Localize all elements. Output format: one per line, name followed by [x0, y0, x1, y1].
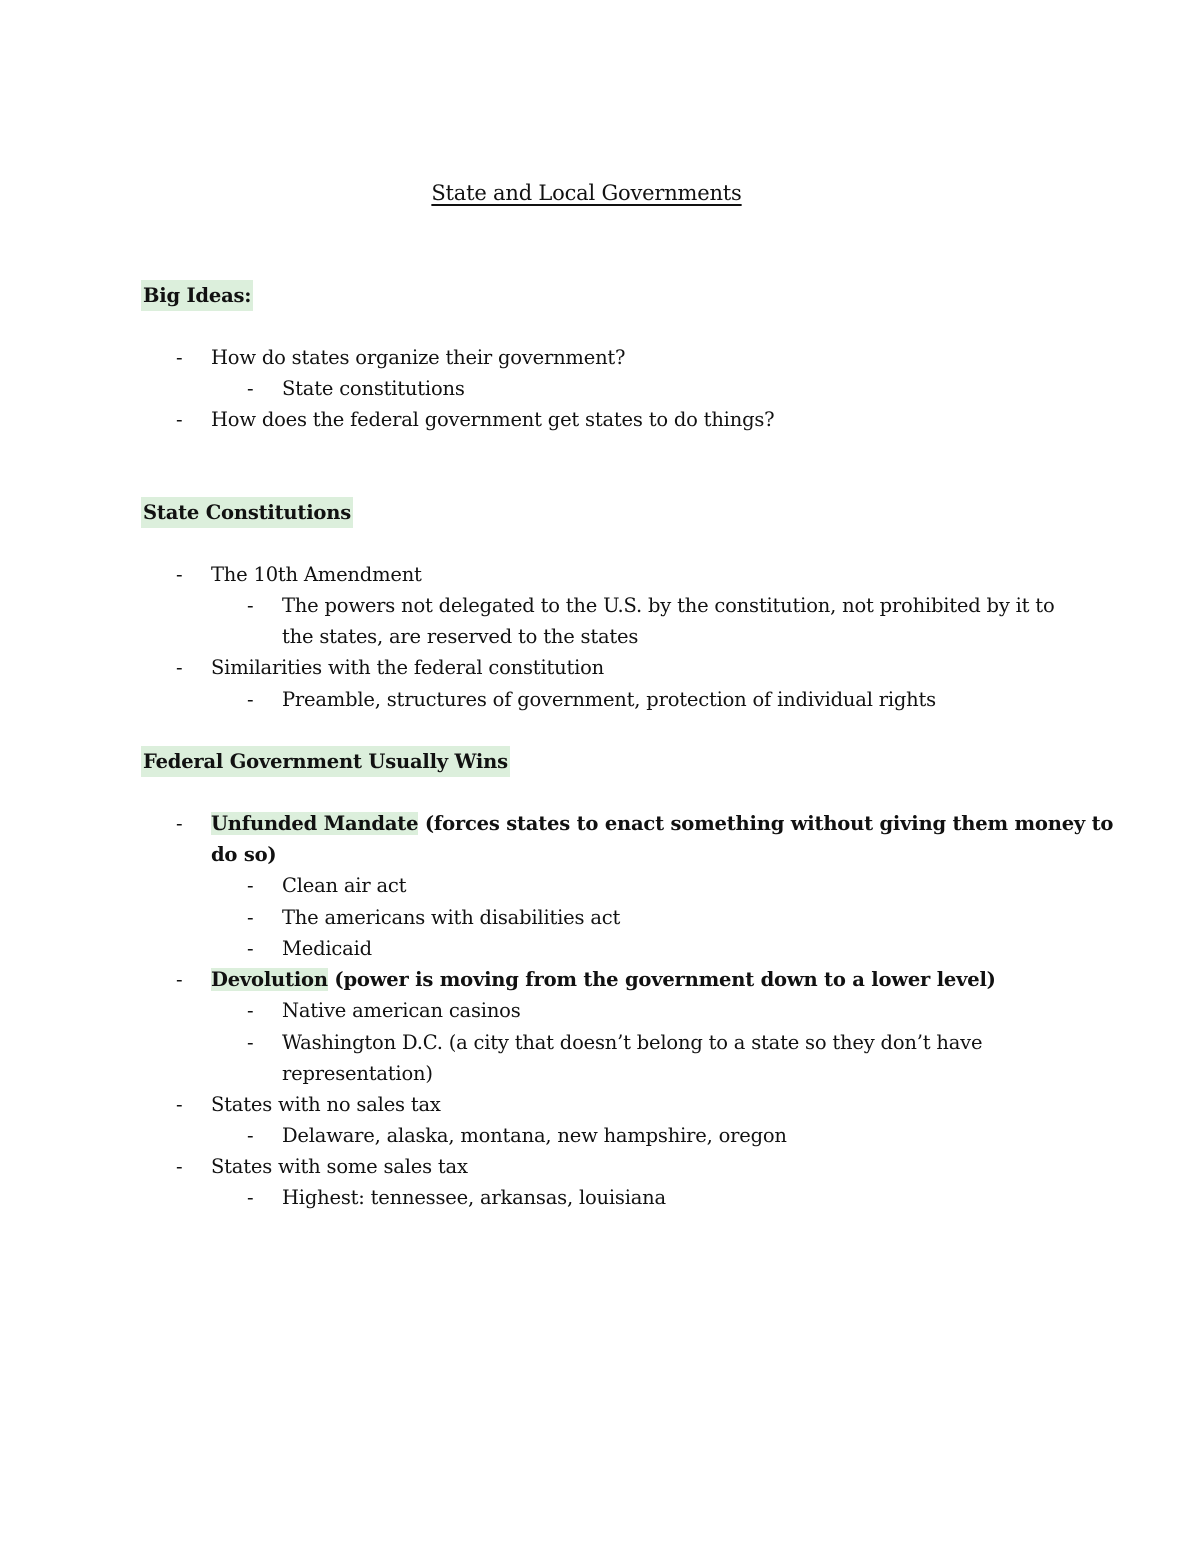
section-heading-federal-wins: Federal Government Usually Wins — [141, 746, 510, 777]
bullet-dash: - — [247, 1031, 254, 1054]
list-item-devolution — [211, 964, 996, 995]
list-item-unfunded-mandate — [211, 808, 1113, 839]
sub-list-item: Delaware, alaska, montana, new hampshire, oregon — [282, 1124, 787, 1147]
list-item: States with some sales tax — [211, 1155, 468, 1178]
list-item: Similarities with the federal constitution — [211, 656, 605, 679]
sub-list-item: Clean air act — [282, 874, 407, 897]
bullet-dash: - — [247, 906, 254, 929]
list-item: How do states organize their government? — [211, 346, 626, 369]
term-definition: (power is moving from the government down to a lower level) — [327, 968, 996, 991]
bullet-dash: - — [247, 874, 254, 897]
list-item: How does the federal government get states to do things? — [211, 408, 775, 431]
bullet-dash: - — [176, 346, 183, 369]
list-item: States with no sales tax — [211, 1093, 441, 1116]
page-title: State and Local Governments — [431, 181, 742, 205]
bullet-dash: - — [247, 377, 254, 400]
sub-list-item: Medicaid — [282, 937, 372, 960]
section-heading-state-constitutions: State Constitutions — [141, 497, 353, 528]
sub-list-item: Native american casinos — [282, 999, 521, 1022]
bullet-dash: - — [247, 937, 254, 960]
sub-list-item: State constitutions — [282, 377, 465, 400]
bullet-dash: - — [247, 594, 254, 617]
sub-list-item-continuation: representation) — [282, 1062, 433, 1085]
term-definition: (forces states to enact something without giving them money to — [418, 812, 1114, 835]
list-item-continuation: do so) — [211, 843, 277, 866]
bullet-dash: - — [176, 408, 183, 431]
sub-list-item: Washington D.C. (a city that doesn’t belong to a state so they don’t have — [282, 1031, 983, 1054]
bullet-dash: - — [247, 999, 254, 1022]
sub-list-item-continuation: the states, are reserved to the states — [282, 625, 639, 648]
sub-list-item: Preamble, structures of government, protection of individual rights — [282, 688, 936, 711]
bullet-dash: - — [176, 968, 183, 991]
bullet-dash: - — [176, 812, 183, 835]
bullet-dash: - — [247, 1124, 254, 1147]
bullet-dash: - — [247, 688, 254, 711]
bullet-dash: - — [176, 563, 183, 586]
sub-list-item: The powers not delegated to the U.S. by the constitution, not prohibited by it to — [282, 594, 1055, 617]
term-highlight: Unfunded Mandate — [211, 812, 419, 835]
sub-list-item: Highest: tennessee, arkansas, louisiana — [282, 1186, 666, 1209]
list-item: The 10th Amendment — [211, 563, 422, 586]
sub-list-item: The americans with disabilities act — [282, 906, 621, 929]
bullet-dash: - — [176, 656, 183, 679]
bullet-dash: - — [176, 1155, 183, 1178]
section-heading-big-ideas: Big Ideas: — [141, 280, 253, 311]
bullet-dash: - — [176, 1093, 183, 1116]
bullet-dash: - — [247, 1186, 254, 1209]
term-highlight: Devolution — [211, 968, 328, 991]
